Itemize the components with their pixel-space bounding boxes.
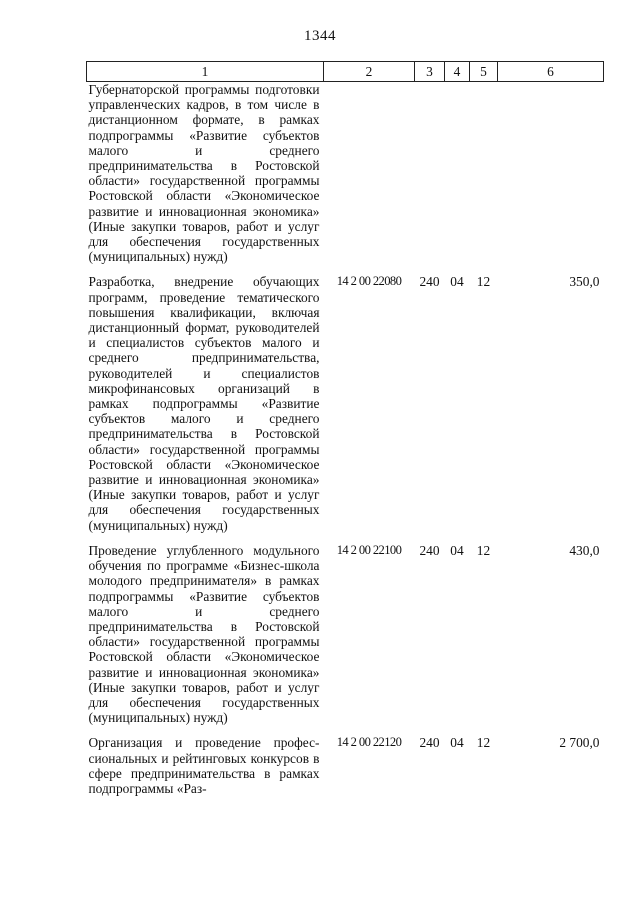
- row-target-article: 14 2 00 22080: [336, 274, 402, 289]
- row-target-article: [324, 82, 415, 265]
- header-col-3: 3: [415, 62, 445, 82]
- header-col-5: 5: [470, 62, 498, 82]
- header-col-6: 6: [498, 62, 604, 82]
- header-col-4: 4: [445, 62, 470, 82]
- row-spacer: [87, 533, 604, 543]
- row-spacer: [87, 725, 604, 735]
- row-name: Губернаторской программы подготовки управленческих кадров, в том числе в дистанционном формате, в рамках подпрограммы «Развитие субъектов малого и среднего предпринимательства в Ростовской области» государственной программы Ростовской области «Экономическое развитие и инновационная экономика» (Иные закупки товаров, работ и услуг для обеспечения государственных (муниципальных) нужд): [88, 82, 320, 265]
- table-row: [87, 274, 604, 532]
- table-header: [87, 62, 604, 82]
- row-subsection: 12: [476, 735, 491, 751]
- header-row: [87, 62, 604, 82]
- row-name: Разработка, внедрение обучающих программ, проведение тематического повышения квалификации, включая дистанционный формат, руководителей и специалистов субъектов малого и среднего предпринимательства, руководителей и специалистов микрофинансовых организаций в рамках подпрограммы «Развитие субъектов малого и среднего предпринимательства в Ростовской области» государственной программы Ростовской области «Экономическое развитие и инновационная экономика» (Иные закупки товаров, работ и услуг для обеспечения государственных (муниципальных) нужд): [88, 274, 320, 533]
- table-row: [87, 82, 604, 265]
- row-amount: 430,0: [569, 542, 600, 558]
- row-expense-type: 240: [419, 735, 440, 751]
- row-expense-type: [415, 82, 445, 265]
- table-row: [87, 735, 604, 796]
- row-section: 04: [450, 735, 464, 751]
- header-col-1: 1: [87, 62, 324, 82]
- budget-table: [86, 61, 604, 796]
- row-section: 04: [450, 542, 464, 558]
- page-number: 1344: [304, 28, 336, 44]
- row-target-article: 14 2 00 22100: [336, 542, 402, 557]
- row-section: 04: [450, 274, 464, 290]
- row-name: Проведение углубленного модульного обучения по программе «Бизнес-школа молодого предпринимателя» в рамках подпрограммы «Развитие субъектов малого и среднего предпринимательства в Ростовской области» государственной программы Ростовской области «Экономическое развитие и инновационная экономика» (Иные закупки товаров, работ и услуг для обеспечения государственных (муниципальных) нужд): [88, 542, 320, 726]
- row-amount: 2 700,0: [559, 735, 600, 751]
- header-col-2: 2: [324, 62, 415, 82]
- row-section: [445, 82, 470, 265]
- row-expense-type: 240: [419, 542, 440, 558]
- row-subsection: 12: [476, 274, 491, 290]
- table-body: [87, 82, 604, 797]
- row-name: Организация и проведение профессиональных и рейтинговых конкурсов в сфере предпринимательства в рамках подпрограммы «Раз-: [88, 735, 320, 796]
- table-row: [87, 543, 604, 725]
- row-spacer: [87, 264, 604, 274]
- row-amount: [498, 82, 604, 265]
- row-subsection: [470, 82, 498, 265]
- row-subsection: 12: [476, 542, 491, 558]
- row-expense-type: 240: [419, 274, 440, 290]
- row-amount: 350,0: [569, 274, 600, 290]
- row-target-article: 14 2 00 22120: [336, 735, 402, 750]
